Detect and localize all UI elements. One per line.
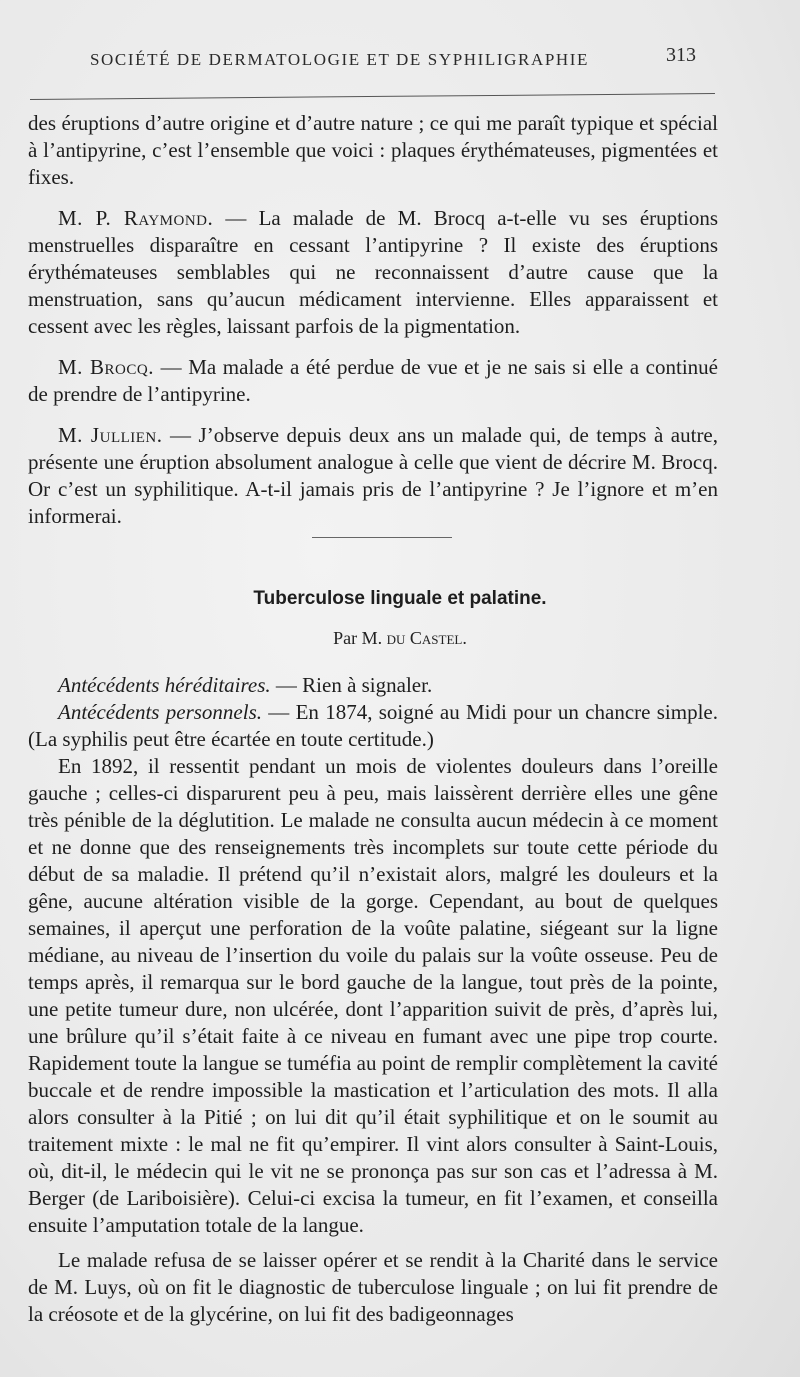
raymond-text: — La malade de M. Brocq a-t-elle vu ses éruptions menstruelles disparaître en cessant l’antipyrine ? Il existe des éruptions érythémateuses semblables qui ne reconnaissent d’autre cause que la menstruation, sans qu’aucun médicament intervienne. Elles apparaissent et cessent avec les règles, laissant parfois de la pigmentation.: [28, 206, 718, 338]
hereditary-text: — Rien à signaler.: [275, 673, 433, 697]
discussion-section: [28, 110, 718, 530]
byline-author: du Castel.: [386, 628, 467, 648]
article-body: [28, 672, 718, 1328]
section-separator: [312, 537, 452, 538]
speaker-brocq: M. Brocq.: [58, 355, 154, 379]
jullien-paragraph: [28, 422, 718, 530]
header-rule: [30, 93, 715, 100]
personal-label: Antécédents personnels.: [58, 700, 262, 724]
article-byline: [0, 628, 800, 649]
page-number: 313: [666, 44, 696, 66]
speaker-jullien: M. Jullien.: [58, 423, 163, 447]
jullien-text: — J’observe depuis deux ans un malade qui, de temps à autre, présente une éruption absolument analogue à celle que vient de décrire M. Brocq. Or c’est un syphilitique. A-t-il jamais pris de l’antipyrine ? Je l’ignore et m’en informerai.: [28, 423, 719, 528]
hereditary-paragraph: [28, 672, 718, 699]
history-paragraph: En 1892, il ressentit pendant un mois de violentes douleurs dans l’oreille gauche ; celles-ci disparurent peu à peu, mais laissèrent derrière elles une gêne très pénible de la déglutition. Le malade ne consulta aucun médecin à ce moment et ne donne que des renseignements très incomplets sur toute cette période du début de sa maladie. Il prétend qu’il n’existait alors, malgré les douleurs et la gêne, aucune altération visible de la gorge. Cependant, au bout de quelques semaines, il aperçut une perforation de la voûte palatine, siégeant sur la ligne médiane, au niveau de l’insertion du voile du palais sur la voûte osseuse. Peu de temps après, il remarqua sur le bord gauche de la langue, tout près de la pointe, une petite tumeur dure, non ulcérée, dont l’apparition suivit de près, d’après lui, une brûlure qu’il s’était faite à ce niveau en fumant avec une pipe trop courte. Rapidement toute la langue se tuméfia au point de remplir complètement la cavité buccale et de rendre impossible la mastication et l’articulation des mots. Il alla alors consulter à la Pitié ; on lui dit qu’il était syphilitique et on le soumit au traitement mixte : le mal ne fit qu’empirer. Il vint alors consulter à Saint-Louis, où, dit-il, le médecin qui le vit ne se prononça pas sur son cas et l’adressa à M. Berger (de Lariboisière). Celui-ci excisa la tumeur, en fit l’examen, et conseilla ensuite l’amputation totale de la langue.: [28, 754, 718, 1237]
personal-text: — En 1874, soigné au Midi pour un chancre simple. (La syphilis peut être écartée en toute certitude.): [28, 700, 719, 751]
byline-prefix: Par M.: [333, 628, 383, 648]
personal-paragraph: [28, 699, 718, 753]
article-title: Tuberculose linguale et palatine.: [253, 588, 547, 609]
hereditary-label: Antécédents héréditaires.: [58, 673, 271, 697]
intro-paragraph: des éruptions d’autre origine et d’autre nature ; ce qui me paraît typique et spécial à l’antipyrine, c’est l’ensemble que voici : plaques érythémateuses, pigmentées et fixes.: [28, 111, 718, 189]
treatment-paragraph: Le malade refusa de se laisser opérer et se rendit à la Charité dans le service de M. Luys, où on fit le diagnostic de tuberculose linguale ; on lui fit prendre de la créosote et de la glycérine, on lui fit des badigeonnages: [28, 1248, 718, 1326]
speaker-raymond: M. P. Raymond.: [58, 206, 214, 230]
brocq-text: — Ma malade a été perdue de vue et je ne sais si elle a continué de prendre de l’antipyrine.: [28, 355, 718, 406]
running-head: SOCIÉTÉ DE DERMATOLOGIE ET DE SYPHILIGRAPHIE: [90, 50, 590, 69]
raymond-paragraph: [28, 205, 718, 340]
brocq-paragraph: [28, 354, 718, 408]
